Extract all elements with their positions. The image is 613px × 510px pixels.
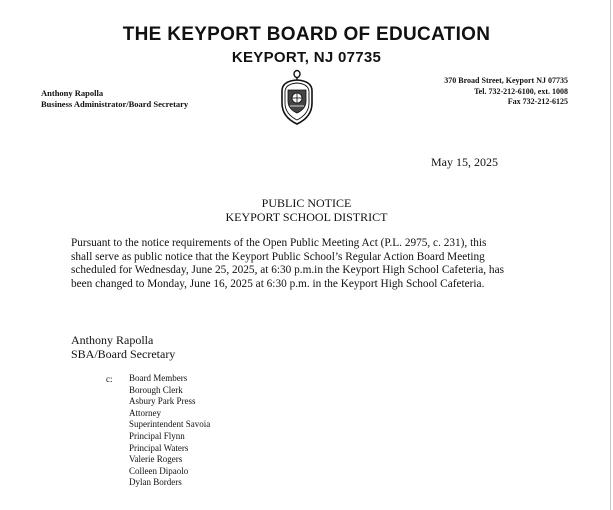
school-seal-icon (278, 69, 316, 127)
notice-body-line: scheduled for Wednesday, June 25, 2025, at 6:30 p.m.in the Keyport High School Cafeteria, has (71, 264, 504, 276)
letterhead-title: THE KEYPORT BOARD OF EDUCATION (122, 24, 491, 45)
signature-block (71, 333, 175, 361)
cc-recipient: Principal Waters (129, 442, 189, 453)
cc-recipient: Colleen Dipaolo (129, 465, 189, 476)
notice-body (71, 237, 541, 291)
school-address: 370 Broad Street, Keyport NJ 07735 (444, 76, 568, 85)
administrator-name: Anthony Rapolla (41, 88, 104, 98)
cc-recipient: Dylan Borders (129, 477, 182, 488)
school-fax: Fax 732-212-6125 (507, 97, 568, 106)
cc-recipient: Borough Clerk (129, 384, 183, 395)
cc-list (129, 373, 210, 489)
notice-body-line: shall serve as public notice that the Keyport Public School’s Regular Action Board Meeting (71, 250, 485, 263)
notice-title: PUBLIC NOTICE (261, 196, 352, 210)
signer-title: SBA/Board Secretary (71, 347, 176, 361)
notice-body-line: Pursuant to the notice requirements of the Open Public Meeting Act (P.L. 2975, c. 231), this (71, 237, 487, 249)
notice-body-line: been changed to Monday, June 16, 2025 at 6:30 p.m. in the Keyport High School Cafeteria. (71, 277, 485, 290)
letterhead-subtitle: KEYPORT, NJ 07735 (231, 49, 382, 66)
district-name: KEYPORT SCHOOL DISTRICT (225, 210, 388, 224)
letter-date: May 15, 2025 (431, 155, 498, 169)
school-telephone: Tel. 732-212-6100, ext. 1008 (474, 86, 568, 96)
cc-label: c: (106, 374, 113, 384)
notice-heading (0, 196, 613, 224)
cc-recipient: Superintendent Savoia (129, 419, 211, 430)
cc-recipient: Board Members (129, 373, 188, 383)
cc-recipient: Valerie Rogers (129, 454, 183, 465)
administrator-role: Business Administrator/Board Secretary (41, 98, 189, 109)
signer-name: Anthony Rapolla (71, 333, 154, 347)
cc-recipient: Asbury Park Press (129, 396, 196, 407)
cc-recipient: Principal Flynn (129, 430, 185, 441)
cc-recipient: Attorney (129, 407, 161, 418)
letterhead-contact-right (444, 76, 568, 108)
letterhead-contact-left (41, 88, 188, 109)
